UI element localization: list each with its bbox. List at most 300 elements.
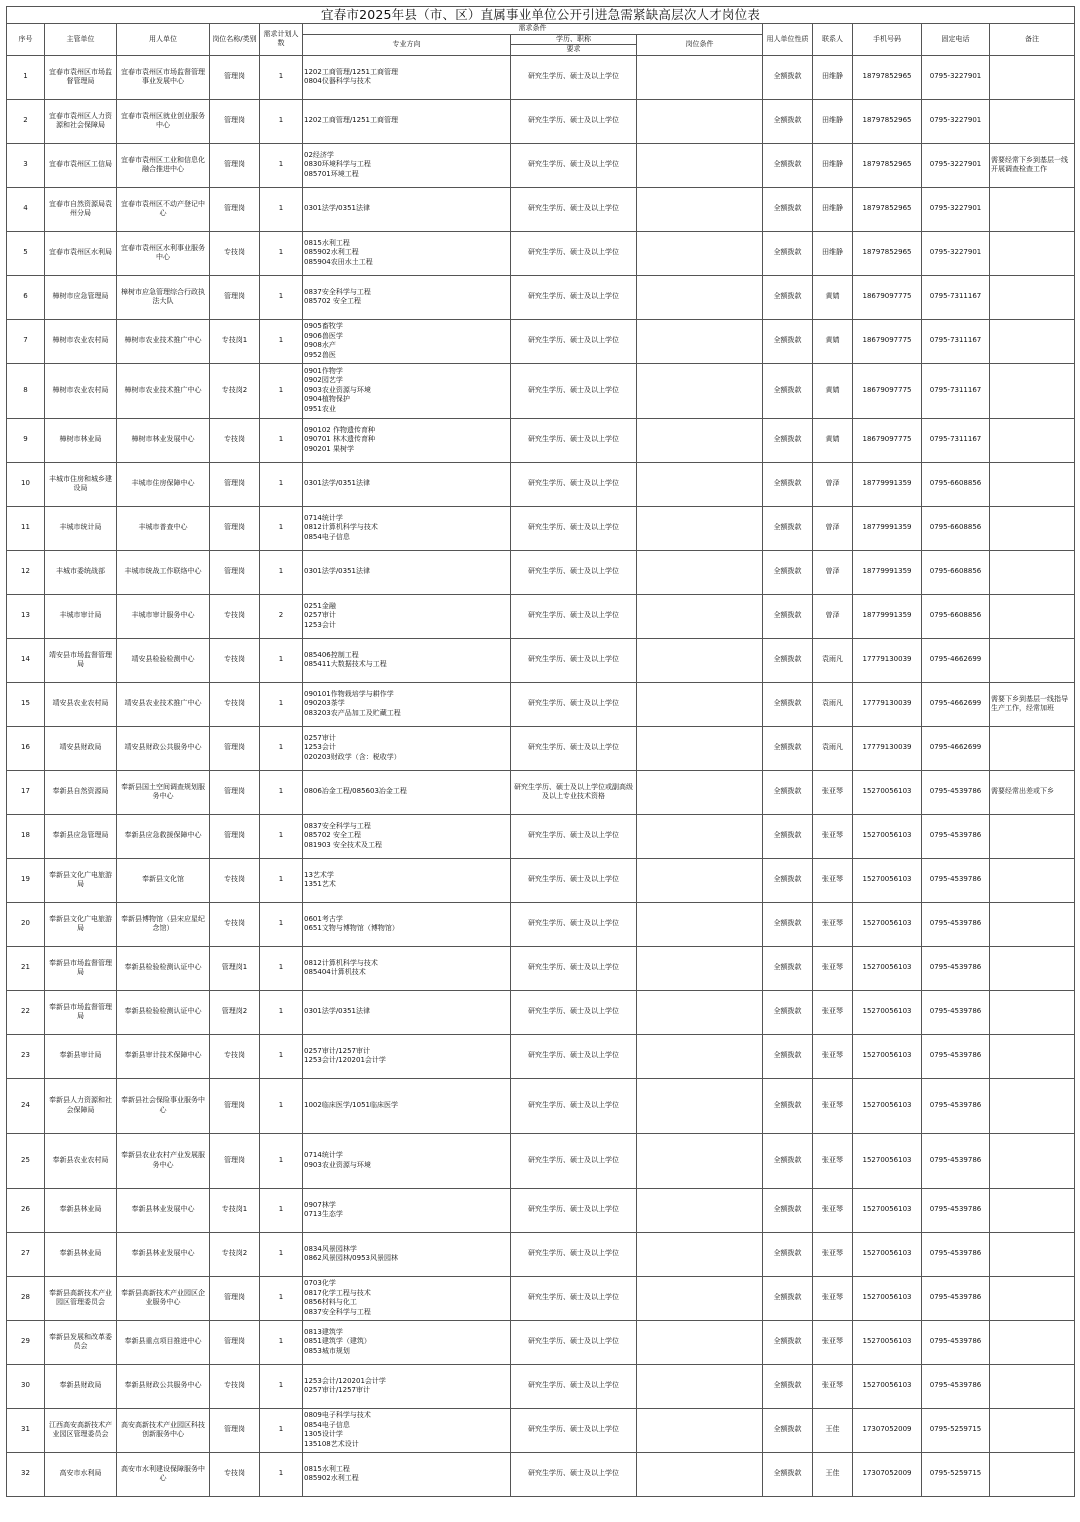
table-row bbox=[7, 726, 1075, 770]
major-line: 0601考古学 bbox=[304, 914, 343, 923]
row-edu: 研究生学历、硕士及以上学位 bbox=[511, 858, 637, 902]
header-nature: 用人单位性质 bbox=[763, 24, 813, 56]
row-phone: 0795-5259715 bbox=[922, 1452, 990, 1496]
row-post-condition bbox=[637, 1232, 763, 1276]
row-dept: 奉新县文化广电旅游局 bbox=[45, 902, 117, 946]
row-edu: 研究生学历、硕士及以上学位 bbox=[511, 1364, 637, 1408]
row-nature: 全额拨款 bbox=[763, 946, 813, 990]
major-line: 083203农产品加工及贮藏工程 bbox=[304, 708, 401, 717]
major-line: 0908水产 bbox=[304, 341, 336, 349]
row-edu: 研究生学历、硕士及以上学位 bbox=[511, 187, 637, 231]
row-note bbox=[990, 1232, 1075, 1276]
major-line: 0812计算机科学与技术 bbox=[304, 958, 378, 967]
row-unit: 奉新县应急救援保障中心 bbox=[117, 814, 210, 858]
row-dept: 丰城市审计局 bbox=[45, 594, 117, 638]
row-contact: 田维静 bbox=[813, 143, 853, 187]
major-line: 020203财政学（含：税收学） bbox=[304, 752, 401, 761]
row-unit: 靖安县检验检测中心 bbox=[117, 638, 210, 682]
major-line: 0813建筑学 bbox=[304, 1327, 343, 1336]
row-seq: 21 bbox=[7, 946, 45, 990]
row-phone: 0795-6608856 bbox=[922, 550, 990, 594]
major-line: 085701环境工程 bbox=[304, 169, 359, 178]
row-phone: 0795-6608856 bbox=[922, 462, 990, 506]
row-dept: 宜春市袁州区工信局 bbox=[45, 143, 117, 187]
row-contact: 田维静 bbox=[813, 231, 853, 275]
row-major bbox=[303, 594, 511, 638]
major-line: 02经济学 bbox=[304, 150, 334, 159]
header-post: 岗位名称/类别 bbox=[210, 24, 260, 56]
row-mobile: 18797852965 bbox=[853, 187, 922, 231]
header-note: 备注 bbox=[990, 24, 1075, 56]
row-phone: 0795-4539786 bbox=[922, 1034, 990, 1078]
header-post-condition: 岗位条件 bbox=[637, 34, 763, 55]
row-unit: 奉新县文化馆 bbox=[117, 858, 210, 902]
row-major bbox=[303, 275, 511, 319]
major-line: 0951农业 bbox=[304, 404, 336, 413]
row-plan: 1 bbox=[260, 1133, 303, 1188]
header-dept: 主管单位 bbox=[45, 24, 117, 56]
row-dept: 奉新县林业局 bbox=[45, 1188, 117, 1232]
row-seq: 17 bbox=[7, 770, 45, 814]
row-phone: 0795-4662699 bbox=[922, 638, 990, 682]
row-plan: 1 bbox=[260, 418, 303, 462]
row-post: 专技岗 bbox=[210, 1364, 260, 1408]
row-major bbox=[303, 1078, 511, 1133]
table-row bbox=[7, 143, 1075, 187]
row-dept: 奉新县审计局 bbox=[45, 1034, 117, 1078]
row-major bbox=[303, 1320, 511, 1364]
row-phone: 0795-4539786 bbox=[922, 1364, 990, 1408]
row-seq: 20 bbox=[7, 902, 45, 946]
major-line: 0257审计 bbox=[304, 611, 336, 620]
row-post-condition bbox=[637, 143, 763, 187]
row-post-condition bbox=[637, 902, 763, 946]
row-unit: 高安高新技术产业园区科技创新服务中心 bbox=[117, 1408, 210, 1452]
table-row bbox=[7, 275, 1075, 319]
major-line: 0853城市规划 bbox=[304, 1346, 350, 1355]
row-dept: 奉新县高新技术产业园区管理委员会 bbox=[45, 1276, 117, 1320]
row-contact: 袁雨凡 bbox=[813, 682, 853, 726]
row-note: 需要下乡到基层一线指导生产工作，经常加班 bbox=[990, 682, 1075, 726]
row-edu: 研究生学历、硕士及以上学位 bbox=[511, 418, 637, 462]
row-edu: 研究生学历、硕士及以上学位 bbox=[511, 462, 637, 506]
row-nature: 全额拨款 bbox=[763, 1452, 813, 1496]
row-seq: 5 bbox=[7, 231, 45, 275]
row-mobile: 18797852965 bbox=[853, 143, 922, 187]
row-note bbox=[990, 1188, 1075, 1232]
row-post-condition bbox=[637, 1078, 763, 1133]
major-line: 1351艺术 bbox=[304, 880, 336, 888]
row-edu: 研究生学历、硕士及以上学位 bbox=[511, 902, 637, 946]
row-post: 专技岗2 bbox=[210, 363, 260, 418]
row-unit: 樟树市应急管理综合行政执法大队 bbox=[117, 275, 210, 319]
major-line: 0817化学工程与技术 bbox=[304, 1288, 371, 1297]
row-mobile: 18679097775 bbox=[853, 363, 922, 418]
row-nature: 全额拨款 bbox=[763, 594, 813, 638]
job-posts-table bbox=[6, 6, 1075, 1497]
row-dept: 樟树市应急管理局 bbox=[45, 275, 117, 319]
row-contact: 曾泽 bbox=[813, 594, 853, 638]
header-unit: 用人单位 bbox=[117, 24, 210, 56]
major-line: 0714统计学 bbox=[304, 513, 343, 522]
major-line: 085411大数据技术与工程 bbox=[304, 660, 387, 668]
row-edu: 研究生学历、硕士及以上学位 bbox=[511, 1320, 637, 1364]
major-line: 0904植物保护 bbox=[304, 395, 350, 404]
row-phone: 0795-7311167 bbox=[922, 418, 990, 462]
row-mobile: 18779991359 bbox=[853, 594, 922, 638]
row-seq: 11 bbox=[7, 506, 45, 550]
row-post-condition bbox=[637, 1364, 763, 1408]
row-major bbox=[303, 1188, 511, 1232]
row-phone: 0795-4662699 bbox=[922, 726, 990, 770]
row-phone: 0795-3227901 bbox=[922, 99, 990, 143]
row-edu: 研究生学历、硕士及以上学位 bbox=[511, 726, 637, 770]
row-edu: 研究生学历、硕士及以上学位或副高级及以上专业技术资格 bbox=[511, 770, 637, 814]
row-post-condition bbox=[637, 858, 763, 902]
row-edu: 研究生学历、硕士及以上学位 bbox=[511, 1232, 637, 1276]
row-dept: 江西高安高新技术产业园区管理委员会 bbox=[45, 1408, 117, 1452]
header-plan: 需求计划人数 bbox=[260, 24, 303, 56]
table-row bbox=[7, 99, 1075, 143]
major-line: 085902水利工程 bbox=[304, 1474, 359, 1482]
row-major bbox=[303, 187, 511, 231]
row-unit: 樟树市林业发展中心 bbox=[117, 418, 210, 462]
row-plan: 1 bbox=[260, 1452, 303, 1496]
row-plan: 1 bbox=[260, 1188, 303, 1232]
table-row bbox=[7, 1364, 1075, 1408]
row-unit: 奉新县审计技术保障中心 bbox=[117, 1034, 210, 1078]
major-line: 085702 安全工程 bbox=[304, 831, 361, 840]
row-plan: 1 bbox=[260, 902, 303, 946]
row-post: 管理岗 bbox=[210, 1320, 260, 1364]
row-plan: 1 bbox=[260, 55, 303, 99]
row-unit: 奉新县社会保险事业服务中心 bbox=[117, 1078, 210, 1133]
row-mobile: 15270056103 bbox=[853, 990, 922, 1034]
row-major bbox=[303, 770, 511, 814]
row-edu: 研究生学历、硕士及以上学位 bbox=[511, 319, 637, 363]
row-phone: 0795-7311167 bbox=[922, 363, 990, 418]
row-note bbox=[990, 275, 1075, 319]
row-phone: 0795-3227901 bbox=[922, 143, 990, 187]
row-post: 管理岗 bbox=[210, 275, 260, 319]
row-unit: 靖安县财政公共服务中心 bbox=[117, 726, 210, 770]
row-nature: 全额拨款 bbox=[763, 462, 813, 506]
row-contact: 张亚琴 bbox=[813, 902, 853, 946]
row-plan: 1 bbox=[260, 462, 303, 506]
row-dept: 宜春市自然资源局袁州分局 bbox=[45, 187, 117, 231]
row-plan: 1 bbox=[260, 1408, 303, 1452]
row-mobile: 17779130039 bbox=[853, 682, 922, 726]
header-mobile: 手机号码 bbox=[853, 24, 922, 56]
row-edu: 研究生学历、硕士及以上学位 bbox=[511, 363, 637, 418]
row-post: 专技岗1 bbox=[210, 319, 260, 363]
row-nature: 全额拨款 bbox=[763, 814, 813, 858]
row-major bbox=[303, 55, 511, 99]
header-seq: 序号 bbox=[7, 24, 45, 56]
row-note bbox=[990, 1133, 1075, 1188]
row-dept: 奉新县应急管理局 bbox=[45, 814, 117, 858]
row-dept: 樟树市林业局 bbox=[45, 418, 117, 462]
major-line: 0862风景园林/0953风景园林 bbox=[304, 1254, 398, 1262]
row-nature: 全额拨款 bbox=[763, 1232, 813, 1276]
row-plan: 1 bbox=[260, 682, 303, 726]
row-post-condition bbox=[637, 418, 763, 462]
row-post: 专技岗2 bbox=[210, 1232, 260, 1276]
header-major: 专业方向 bbox=[303, 34, 511, 55]
row-mobile: 15270056103 bbox=[853, 946, 922, 990]
row-nature: 全额拨款 bbox=[763, 418, 813, 462]
row-unit: 宜春市袁州区市场监督管理事业发展中心 bbox=[117, 55, 210, 99]
row-edu: 研究生学历、硕士及以上学位 bbox=[511, 946, 637, 990]
row-phone: 0795-4539786 bbox=[922, 770, 990, 814]
major-line: 0257审计 bbox=[304, 733, 336, 742]
row-contact: 黄婧 bbox=[813, 418, 853, 462]
major-line: 0257审计/1257审计 bbox=[304, 1386, 370, 1394]
row-edu: 研究生学历、硕士及以上学位 bbox=[511, 275, 637, 319]
row-phone: 0795-4539786 bbox=[922, 1078, 990, 1133]
row-mobile: 15270056103 bbox=[853, 1133, 922, 1188]
header-requirements: 需求条件 bbox=[303, 24, 763, 35]
row-phone: 0795-4539786 bbox=[922, 1232, 990, 1276]
row-phone: 0795-4662699 bbox=[922, 682, 990, 726]
row-post: 专技岗 bbox=[210, 231, 260, 275]
row-nature: 全额拨款 bbox=[763, 990, 813, 1034]
table-row bbox=[7, 1452, 1075, 1496]
row-post: 管理岗 bbox=[210, 143, 260, 187]
row-phone: 0795-3227901 bbox=[922, 231, 990, 275]
row-post-condition bbox=[637, 1276, 763, 1320]
row-major bbox=[303, 462, 511, 506]
major-line: 0815水利工程 bbox=[304, 238, 350, 247]
row-unit: 高安市水利建设保障服务中心 bbox=[117, 1452, 210, 1496]
row-unit: 奉新县财政公共服务中心 bbox=[117, 1364, 210, 1408]
row-major bbox=[303, 418, 511, 462]
row-edu: 研究生学历、硕士及以上学位 bbox=[511, 1034, 637, 1078]
row-plan: 1 bbox=[260, 1276, 303, 1320]
major-line: 0903农业资源与环境 bbox=[304, 385, 371, 394]
row-mobile: 17779130039 bbox=[853, 638, 922, 682]
row-phone: 0795-3227901 bbox=[922, 187, 990, 231]
row-mobile: 18679097775 bbox=[853, 319, 922, 363]
row-nature: 全额拨款 bbox=[763, 275, 813, 319]
row-plan: 1 bbox=[260, 231, 303, 275]
table-row bbox=[7, 1232, 1075, 1276]
row-post: 专技岗 bbox=[210, 594, 260, 638]
row-phone: 0795-4539786 bbox=[922, 858, 990, 902]
row-post: 专技岗 bbox=[210, 638, 260, 682]
row-contact: 黄婧 bbox=[813, 319, 853, 363]
row-major bbox=[303, 638, 511, 682]
row-dept: 宜春市袁州区人力资源和社会保障局 bbox=[45, 99, 117, 143]
row-note bbox=[990, 594, 1075, 638]
row-seq: 23 bbox=[7, 1034, 45, 1078]
row-post: 管理岗 bbox=[210, 187, 260, 231]
major-line: 090203茶学 bbox=[304, 699, 345, 708]
table-row bbox=[7, 231, 1075, 275]
table-row bbox=[7, 55, 1075, 99]
row-seq: 3 bbox=[7, 143, 45, 187]
row-seq: 25 bbox=[7, 1133, 45, 1188]
row-post-condition bbox=[637, 814, 763, 858]
row-edu: 研究生学历、硕士及以上学位 bbox=[511, 594, 637, 638]
row-note bbox=[990, 55, 1075, 99]
row-mobile: 17779130039 bbox=[853, 726, 922, 770]
row-note bbox=[990, 1452, 1075, 1496]
major-line: 0851建筑学（建筑） bbox=[304, 1337, 371, 1346]
row-contact: 黄婧 bbox=[813, 275, 853, 319]
row-major bbox=[303, 946, 511, 990]
major-line: 1253会计/120201会计学 bbox=[304, 1376, 386, 1385]
row-nature: 全额拨款 bbox=[763, 1364, 813, 1408]
row-plan: 1 bbox=[260, 1364, 303, 1408]
row-unit: 靖安县农业技术推广中心 bbox=[117, 682, 210, 726]
row-post: 管理岗 bbox=[210, 55, 260, 99]
row-dept: 宜春市袁州区市场监督管理局 bbox=[45, 55, 117, 99]
row-plan: 1 bbox=[260, 990, 303, 1034]
major-line: 1253会计 bbox=[304, 620, 336, 629]
row-phone: 0795-5259715 bbox=[922, 1408, 990, 1452]
major-line: 0713生态学 bbox=[304, 1210, 343, 1218]
row-seq: 14 bbox=[7, 638, 45, 682]
row-seq: 16 bbox=[7, 726, 45, 770]
row-nature: 全额拨款 bbox=[763, 319, 813, 363]
row-edu: 研究生学历、硕士及以上学位 bbox=[511, 682, 637, 726]
row-plan: 1 bbox=[260, 275, 303, 319]
row-contact: 袁雨凡 bbox=[813, 638, 853, 682]
row-edu: 研究生学历、硕士及以上学位 bbox=[511, 550, 637, 594]
row-nature: 全额拨款 bbox=[763, 550, 813, 594]
row-note bbox=[990, 506, 1075, 550]
row-note bbox=[990, 1408, 1075, 1452]
table-row bbox=[7, 1078, 1075, 1133]
row-nature: 全额拨款 bbox=[763, 231, 813, 275]
row-unit: 奉新县林业发展中心 bbox=[117, 1188, 210, 1232]
row-nature: 全额拨款 bbox=[763, 770, 813, 814]
row-plan: 1 bbox=[260, 99, 303, 143]
row-seq: 31 bbox=[7, 1408, 45, 1452]
row-mobile: 15270056103 bbox=[853, 770, 922, 814]
row-contact: 张亚琴 bbox=[813, 1364, 853, 1408]
row-contact: 田维静 bbox=[813, 99, 853, 143]
row-seq: 26 bbox=[7, 1188, 45, 1232]
row-contact: 张亚琴 bbox=[813, 770, 853, 814]
major-line: 090102 作物遗传育种 bbox=[304, 425, 375, 434]
row-major bbox=[303, 1034, 511, 1078]
row-nature: 全额拨款 bbox=[763, 858, 813, 902]
row-major bbox=[303, 1276, 511, 1320]
row-nature: 全额拨款 bbox=[763, 902, 813, 946]
row-note: 需要经常出差或下乡 bbox=[990, 770, 1075, 814]
row-unit: 丰城市住房保障中心 bbox=[117, 462, 210, 506]
row-major bbox=[303, 319, 511, 363]
row-post-condition bbox=[637, 363, 763, 418]
row-mobile: 15270056103 bbox=[853, 1078, 922, 1133]
row-phone: 0795-4539786 bbox=[922, 814, 990, 858]
major-line: 085702 安全工程 bbox=[304, 297, 361, 305]
major-line: 085404计算机技术 bbox=[304, 968, 366, 976]
row-plan: 1 bbox=[260, 814, 303, 858]
row-edu: 研究生学历、硕士及以上学位 bbox=[511, 1188, 637, 1232]
row-plan: 1 bbox=[260, 1320, 303, 1364]
row-edu: 研究生学历、硕士及以上学位 bbox=[511, 638, 637, 682]
row-nature: 全额拨款 bbox=[763, 1133, 813, 1188]
table-row bbox=[7, 902, 1075, 946]
row-seq: 8 bbox=[7, 363, 45, 418]
major-line: 0901作物学 bbox=[304, 366, 343, 375]
major-line: 135108艺术设计 bbox=[304, 1439, 359, 1448]
row-major bbox=[303, 682, 511, 726]
row-edu: 研究生学历、硕士及以上学位 bbox=[511, 814, 637, 858]
row-phone: 0795-4539786 bbox=[922, 1133, 990, 1188]
row-edu: 研究生学历、硕士及以上学位 bbox=[511, 1078, 637, 1133]
row-nature: 全额拨款 bbox=[763, 99, 813, 143]
header-edu: 学历、职称 bbox=[511, 34, 637, 45]
row-seq: 30 bbox=[7, 1364, 45, 1408]
major-line: 0301法学/0351法律 bbox=[304, 567, 370, 576]
row-seq: 7 bbox=[7, 319, 45, 363]
row-post-condition bbox=[637, 946, 763, 990]
row-mobile: 15270056103 bbox=[853, 1232, 922, 1276]
table-row bbox=[7, 946, 1075, 990]
major-line: 1202工商管理/1251工商管理 bbox=[304, 67, 398, 76]
row-dept: 丰城市委统战部 bbox=[45, 550, 117, 594]
major-line: 0902园艺学 bbox=[304, 376, 343, 385]
row-plan: 2 bbox=[260, 594, 303, 638]
row-post: 管理岗 bbox=[210, 814, 260, 858]
row-nature: 全额拨款 bbox=[763, 1188, 813, 1232]
major-line: 0703化学 bbox=[304, 1279, 336, 1287]
row-plan: 1 bbox=[260, 1034, 303, 1078]
row-post: 管理岗 bbox=[210, 99, 260, 143]
row-post-condition bbox=[637, 726, 763, 770]
row-unit: 奉新县检验检测认证中心 bbox=[117, 990, 210, 1034]
row-phone: 0795-4539786 bbox=[922, 990, 990, 1034]
table-row bbox=[7, 858, 1075, 902]
major-line: 081903 安全技术及工程 bbox=[304, 840, 382, 849]
row-post-condition bbox=[637, 231, 763, 275]
row-nature: 全额拨款 bbox=[763, 726, 813, 770]
row-dept: 靖安县财政局 bbox=[45, 726, 117, 770]
row-note bbox=[990, 187, 1075, 231]
row-nature: 全额拨款 bbox=[763, 682, 813, 726]
row-post-condition bbox=[637, 770, 763, 814]
row-plan: 1 bbox=[260, 143, 303, 187]
table-body bbox=[7, 55, 1075, 1496]
row-major bbox=[303, 363, 511, 418]
row-nature: 全额拨款 bbox=[763, 506, 813, 550]
row-unit: 奉新县重点项目推进中心 bbox=[117, 1320, 210, 1364]
row-mobile: 18797852965 bbox=[853, 231, 922, 275]
row-post: 管理岗 bbox=[210, 1133, 260, 1188]
row-dept: 奉新县自然资源局 bbox=[45, 770, 117, 814]
row-post: 管理岗 bbox=[210, 1078, 260, 1133]
table-row bbox=[7, 550, 1075, 594]
row-dept: 丰城市住房和城乡建设局 bbox=[45, 462, 117, 506]
row-post-condition bbox=[637, 1034, 763, 1078]
row-post-condition bbox=[637, 1133, 763, 1188]
row-note bbox=[990, 363, 1075, 418]
row-edu: 研究生学历、硕士及以上学位 bbox=[511, 99, 637, 143]
row-phone: 0795-4539786 bbox=[922, 1188, 990, 1232]
row-note bbox=[990, 638, 1075, 682]
row-dept: 樟树市农业农村局 bbox=[45, 319, 117, 363]
major-line: 085406控制工程 bbox=[304, 650, 359, 659]
major-line: 0804仪器科学与技术 bbox=[304, 77, 371, 85]
row-seq: 22 bbox=[7, 990, 45, 1034]
row-major bbox=[303, 902, 511, 946]
row-dept: 奉新县发展和改革委员会 bbox=[45, 1320, 117, 1364]
row-contact: 袁雨凡 bbox=[813, 726, 853, 770]
